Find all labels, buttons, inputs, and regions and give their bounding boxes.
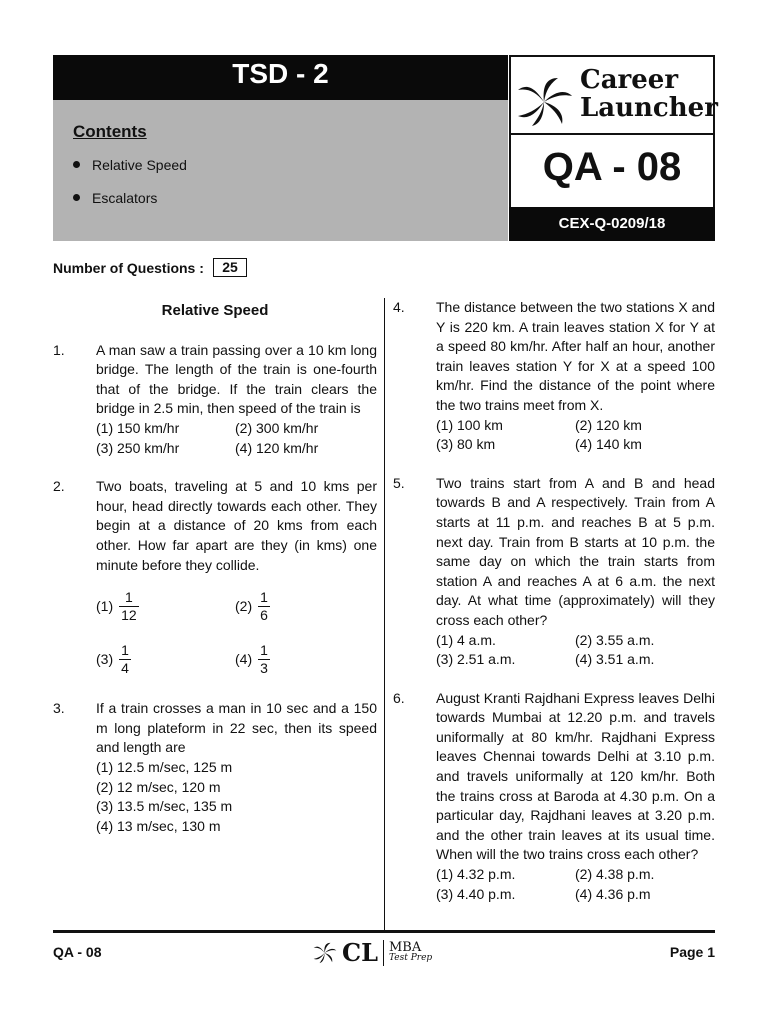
contents-item <box>73 190 157 206</box>
option: (3) 4.40 p.m. <box>436 885 516 902</box>
option: (2) 3.55 a.m. <box>575 631 655 648</box>
left-column <box>53 298 377 836</box>
option: (3) 250 km/hr <box>96 439 180 456</box>
fraction <box>119 642 131 677</box>
question-text: Two trains start from A and B and head towards B and A respectively. Train from A starts at 11 p.m. and reaches B at 5 p.m. next day. Train from B starts at 10 p.m. the same day on which the train starts from station A and reaches A at 6 a.m. the next day. At what time (approximately) will they cross each other? <box>436 474 715 628</box>
option: (3) 80 km <box>436 436 496 453</box>
option: (2) 120 km <box>575 416 642 433</box>
option: (4) 4.36 p.m <box>575 885 651 902</box>
option: (4) 120 km/hr <box>235 439 319 456</box>
question <box>53 477 377 677</box>
question <box>393 474 715 670</box>
logo-line-1: Career <box>580 65 679 95</box>
bullet-icon <box>73 161 80 168</box>
contents-item-label: Escalators <box>92 190 158 206</box>
questions-count-label: Number of Questions : <box>53 260 204 276</box>
bullet-icon <box>73 194 80 201</box>
footer-logo-subtext: Test Prep <box>388 952 433 963</box>
option-label: (2) <box>235 597 253 614</box>
question <box>393 689 715 905</box>
option: (1) 150 km/hr <box>96 419 180 436</box>
fraction-numerator: 1 <box>260 589 268 606</box>
footer-code: QA - 08 <box>53 944 102 960</box>
option: (1) 4 a.m. <box>436 631 496 648</box>
question-text: If a train crosses a man in 10 sec and a 150 m long plateform in 22 sec, then its speed and length are <box>96 700 377 756</box>
question-text: August Kranti Rajdhani Express leaves Delhi towards Mumbai at 12.20 p.m. and travels uniformally at 80 km/hr. Rajdhani Express leaves Chennai towards Delhi at 3.10 p.m. and travels uniformally at 120 km/hr. Both the trains cross at Baroda at 4.30 p.m. On a particular day, Rajdhani leaves at 3.20 p.m. and the other train leaves at its usual time. When will the two trains cross each other? <box>436 689 715 863</box>
option <box>235 642 374 677</box>
contents-item <box>73 157 187 173</box>
column-divider <box>384 298 385 930</box>
fraction-numerator: 1 <box>121 642 129 659</box>
option: (1) 12.5 m/sec, 125 m <box>96 758 233 775</box>
option: (4) 3.51 a.m. <box>575 651 655 668</box>
fraction-denominator: 4 <box>121 660 129 677</box>
footer-logo-separator <box>383 940 384 966</box>
question <box>393 298 715 455</box>
section-title: Relative Speed <box>161 302 269 319</box>
career-launcher-logo-icon <box>312 942 338 964</box>
option: (2) 4.38 p.m. <box>575 866 655 883</box>
fraction <box>119 589 139 624</box>
option: (4) 140 km <box>575 436 642 453</box>
question <box>53 341 377 459</box>
option: (4) 13 m/sec, 130 m <box>96 817 221 834</box>
footer-logo-mba <box>388 939 433 964</box>
qa-code: QA - 08 <box>542 145 682 189</box>
document-title: TSD - 2 <box>232 58 329 89</box>
footer-logo <box>312 938 432 967</box>
question-number: 6. <box>393 689 405 706</box>
questions-count-box: 25 <box>213 258 247 277</box>
page-number: Page 1 <box>669 944 715 960</box>
question-number: 4. <box>393 299 405 315</box>
option: (2) 300 km/hr <box>235 419 319 436</box>
fraction-denominator: 12 <box>121 607 137 624</box>
fraction-numerator: 1 <box>260 642 268 659</box>
doc-code: CEX-Q-0209/18 <box>558 215 666 232</box>
contents-heading: Contents <box>73 122 147 141</box>
fraction <box>258 589 270 624</box>
logo-line-2: Launcher <box>580 93 718 123</box>
footer-logo-cl: CL <box>342 938 378 967</box>
divider <box>509 133 715 135</box>
footer-logo-mba-text: MBA <box>388 939 422 955</box>
fraction-denominator: 3 <box>260 660 268 677</box>
question-number: 5. <box>393 474 405 491</box>
fraction-numerator: 1 <box>125 589 133 606</box>
option-label: (1) <box>96 597 114 614</box>
option: (2) 12 m/sec, 120 m <box>96 778 221 795</box>
question-text: Two boats, traveling at 5 and 10 kms per hour, head directly towards each other. They begin at a distance of 20 kms from each other. How far apart are they (in kms) one minute before they collide. <box>96 478 377 573</box>
option: (3) 2.51 a.m. <box>436 651 516 668</box>
question <box>53 699 377 836</box>
option: (3) 13.5 m/sec, 135 m <box>96 798 233 815</box>
option <box>235 589 374 624</box>
logo-wordmark <box>580 66 718 122</box>
option-label: (3) <box>96 650 114 667</box>
right-column <box>393 298 715 904</box>
question-number: 2. <box>53 478 65 495</box>
option: (1) 100 km <box>436 416 503 433</box>
option <box>96 642 235 677</box>
option <box>96 589 235 624</box>
footer-rule <box>53 930 715 933</box>
fraction-denominator: 6 <box>260 607 268 624</box>
contents-item-label: Relative Speed <box>92 157 187 173</box>
question-number: 1. <box>53 341 65 358</box>
fraction <box>258 642 270 677</box>
question-text: A man saw a train passing over a 10 km long bridge. The length of the train is one-fourth that of the bridge. If the train clears the bridge in 2.5 min, then speed of the train is <box>96 341 377 417</box>
career-launcher-logo-icon <box>514 76 576 128</box>
question-number: 3. <box>53 700 65 717</box>
option-label: (4) <box>235 650 253 667</box>
question-text: The distance between the two stations X and Y is 220 km. A train leaves station X for Y at a speed 80 km/hr. After half an hour, another train leaves station Y for X at a speed 100 km/hr. Find the distance of the point where the two trains meet from X. <box>436 299 715 413</box>
option: (1) 4.32 p.m. <box>436 866 516 883</box>
